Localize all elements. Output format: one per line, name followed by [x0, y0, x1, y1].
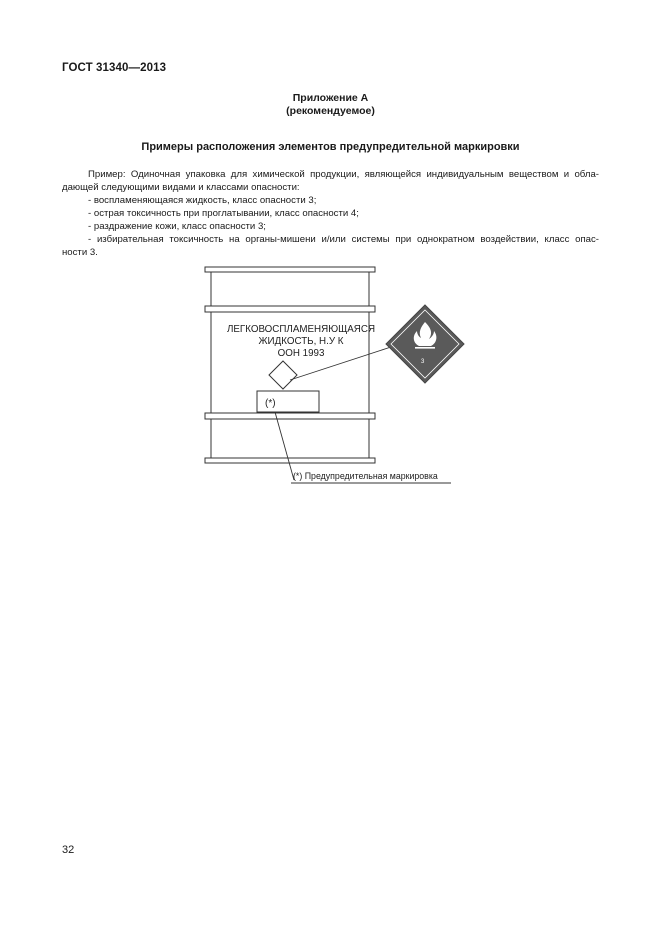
document-code: ГОСТ 31340—2013	[62, 62, 167, 74]
hazard-list-item: - воспламеняющаяся жидкость, класс опасности 3;	[88, 195, 317, 206]
drum-drawing	[195, 262, 475, 492]
hazard-list-item: - острая токсичность при проглатывании, класс опасности 4;	[88, 208, 359, 219]
hazard-list-item: - раздражение кожи, класс опасности 3;	[88, 221, 266, 232]
marking-callout-text: (*) Предупредительная маркировка	[293, 471, 438, 481]
drum-bottom-rim	[205, 458, 375, 463]
drum-marking-figure	[195, 262, 475, 492]
example-paragraph-line2: дающей следующими видами и классами опасности:	[62, 182, 300, 193]
hazard-list-item-continuation: ности 3.	[62, 247, 98, 258]
drum-label-line: ЛЕГКОВОСПЛАМЕНЯЮЩАЯСЯ	[226, 324, 376, 335]
hazard-class-number: 3	[421, 359, 425, 365]
drum-label-line: ЖИДКОСТЬ, Н.У К	[258, 336, 344, 347]
hazard-list-item: - избирательная токсичность на органы-мишени и/или системы при однократном воздействии, класс опас-	[88, 234, 599, 245]
drum-label-line: ООН 1993	[277, 348, 325, 359]
section-title: Примеры расположения элементов предупредительной маркировки	[141, 141, 520, 153]
example-paragraph-line1: Пример: Одиночная упаковка для химической продукции, являющейся индивидуальным веществом и обла-	[88, 169, 599, 180]
drum-top-rim	[205, 267, 375, 272]
drum-lower-hoop	[205, 413, 375, 419]
small-hazard-diamond-icon	[269, 361, 297, 389]
callout-leader-line	[275, 412, 294, 480]
appendix-subtitle: (рекомендуемое)	[286, 105, 375, 117]
appendix-title: Приложение А	[292, 92, 369, 104]
marking-placeholder: (*)	[265, 398, 276, 409]
page-number: 32	[62, 844, 75, 856]
drum-upper-hoop	[205, 306, 375, 312]
